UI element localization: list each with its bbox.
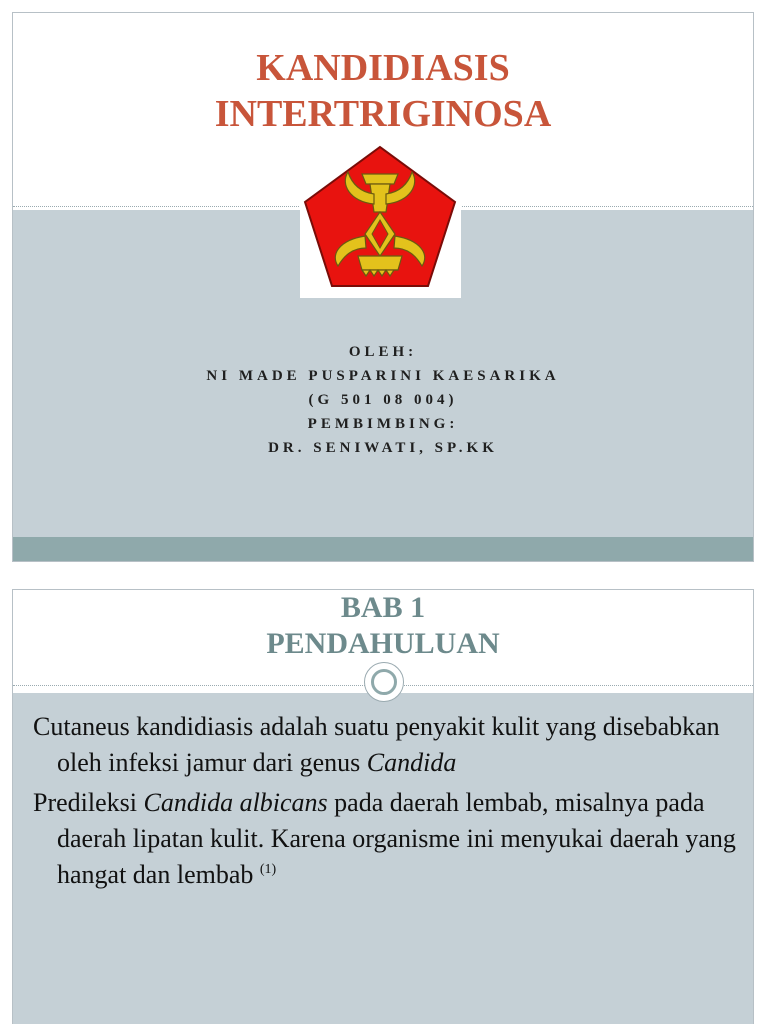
title-line-1: KANDIDIASIS (256, 47, 510, 89)
supervisor-name: DR. SENIWATI, SP.KK (268, 440, 498, 456)
title-line-2: INTERTRIGINOSA (214, 93, 552, 135)
paragraph-2-italic: Candida albicans (143, 788, 328, 817)
paragraph-1-italic: Candida (366, 748, 457, 777)
author-block (13, 340, 753, 460)
paragraph-2-prefix: Predileksi (33, 788, 144, 817)
content-text (33, 709, 743, 897)
footer-bar (13, 537, 753, 562)
student-id: (G 501 08 004) (308, 392, 458, 408)
title-line-1: BAB 1 (340, 591, 426, 624)
byline-label: OLEH: (348, 344, 418, 360)
slide-title (13, 45, 753, 137)
slide-title (13, 590, 753, 662)
title-slide (12, 12, 754, 562)
title-line-2: PENDAHULUAN (266, 627, 500, 660)
emblem-icon (300, 144, 461, 298)
paragraph-1-text: Cutaneus kandidiasis adalah suatu penyakit kulit yang disebabkan oleh infeksi jamur dari genus (33, 712, 720, 777)
paragraph-2-text: pada daerah lembab, misalnya pada daerah lipatan kulit. Karena organisme ini menyukai daerah yang hangat dan lembab (57, 788, 736, 889)
paragraph-1 (33, 709, 743, 781)
university-logo (300, 144, 461, 298)
ring-inner (371, 669, 397, 695)
reference-marker: (1) (259, 862, 277, 877)
author-name: NI MADE PUSPARINI KAESARIKA (206, 368, 560, 384)
supervisor-label: PEMBIMBING: (307, 416, 459, 432)
intro-slide (12, 589, 754, 1024)
paragraph-2 (33, 785, 743, 893)
divider-ring-icon (364, 662, 404, 702)
